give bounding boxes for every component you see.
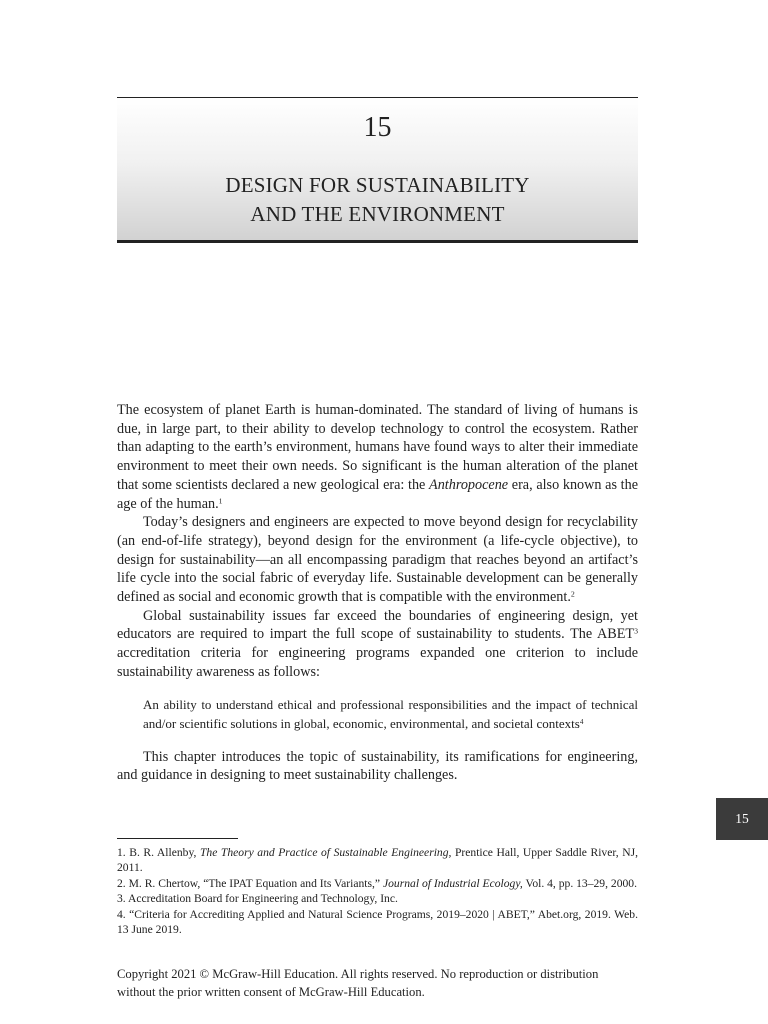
block-quote <box>143 695 638 733</box>
block-quote-text: An ability to understand ethical and professional responsibilities and the impact of technical and/or scientific solutions in global, economic, environmental, and societal contexts <box>143 696 638 731</box>
footnote-1-text-a: 1. B. R. Allenby, <box>117 846 200 859</box>
footnote-4: 4. “Criteria for Accrediting Applied and Natural Science Programs, 2019–2020 | ABET,” Abet.org, 2019. Web. 13 June 2019. <box>117 907 638 937</box>
paragraph-1 <box>117 401 638 513</box>
chapter-number: 15 <box>363 112 392 143</box>
paragraph-1-text-a: The ecosystem of planet Earth is human-dominated. The standard of living of humans is due, in large part, to their ability to develop technology to control the ecosystem. Rather than adapting to the earth’s environment, humans have found ways to alter their immediate environment to meet their own needs. So significant is the human alteration of the planet that some scientists declared a new geological era: the <box>117 402 638 493</box>
footnote-1 <box>117 845 638 876</box>
chapter-title <box>117 171 638 229</box>
footnote-2 <box>117 876 638 891</box>
paragraph-3 <box>117 607 638 682</box>
footnote-2-text-b: Vol. 4, pp. 13–29, 2000. <box>522 876 637 890</box>
copyright-line-2: without the prior written consent of McGraw-Hill Education. <box>117 984 425 999</box>
paragraph-2-text: Today’s designers and engineers are expected to move beyond design for recyclability (an end-of-life strategy), beyond design for the environment (a life-cycle objective), to design for sustainability—an all encompassing paradigm that reaches beyond an artifact’s life cycle into the social fabric of everyday life. Sustainable development can be generally defined as social and economic growth that is compatible with the environment. <box>117 514 638 606</box>
paragraph-3-text-b: accreditation criteria for engineering programs expanded one criterion to include sustainability awareness as follows: <box>117 645 638 680</box>
paragraph-2 <box>117 513 638 607</box>
footnote-ref-1: 1 <box>218 496 223 506</box>
anthropocene-term: Anthropocene <box>429 476 509 493</box>
footnote-1-book-title: The Theory and Practice of Sustainable Engineering, <box>199 846 452 859</box>
footnote-ref-3: 3 <box>634 627 638 637</box>
chapter-thumb-tab: 15 <box>716 798 768 840</box>
footnote-ref-2: 2 <box>570 589 575 599</box>
chapter-title-line-2: AND THE ENVIRONMENT <box>250 202 505 226</box>
chapter-title-line-1: DESIGN FOR SUSTAINABILITY <box>225 173 530 197</box>
body-text <box>117 401 638 785</box>
footnote-ref-4: 4 <box>579 717 584 726</box>
paragraph-1-text-b: era, also known as the age of the human. <box>117 476 638 512</box>
footnote-3: 3. Accreditation Board for Engineering and Technology, Inc. <box>117 892 398 906</box>
footnote-1-text-b: Prentice Hall, Upper Saddle River, NJ, 2011. <box>117 846 638 875</box>
footnote-divider <box>117 838 238 839</box>
footnotes <box>117 845 638 937</box>
paragraph-4: This chapter introduces the topic of sustainability, its ramifications for engineering, and guidance in designing to meet sustainability challenges. <box>117 748 638 784</box>
copyright-notice <box>117 966 657 1001</box>
footnote-2-journal: Journal of Industrial Ecology, <box>382 876 523 890</box>
copyright-line-1: Copyright 2021 © McGraw-Hill Education. All rights reserved. No reproduction or distribution <box>117 967 599 981</box>
chapter-header <box>117 97 638 243</box>
footnote-2-text-a: 2. M. R. Chertow, “The IPAT Equation and Its Variants,” <box>117 876 383 890</box>
paragraph-3-text-a: Global sustainability issues far exceed the boundaries of engineering design, yet educators are required to impart the full scope of sustainability to students. The ABET <box>117 607 638 643</box>
